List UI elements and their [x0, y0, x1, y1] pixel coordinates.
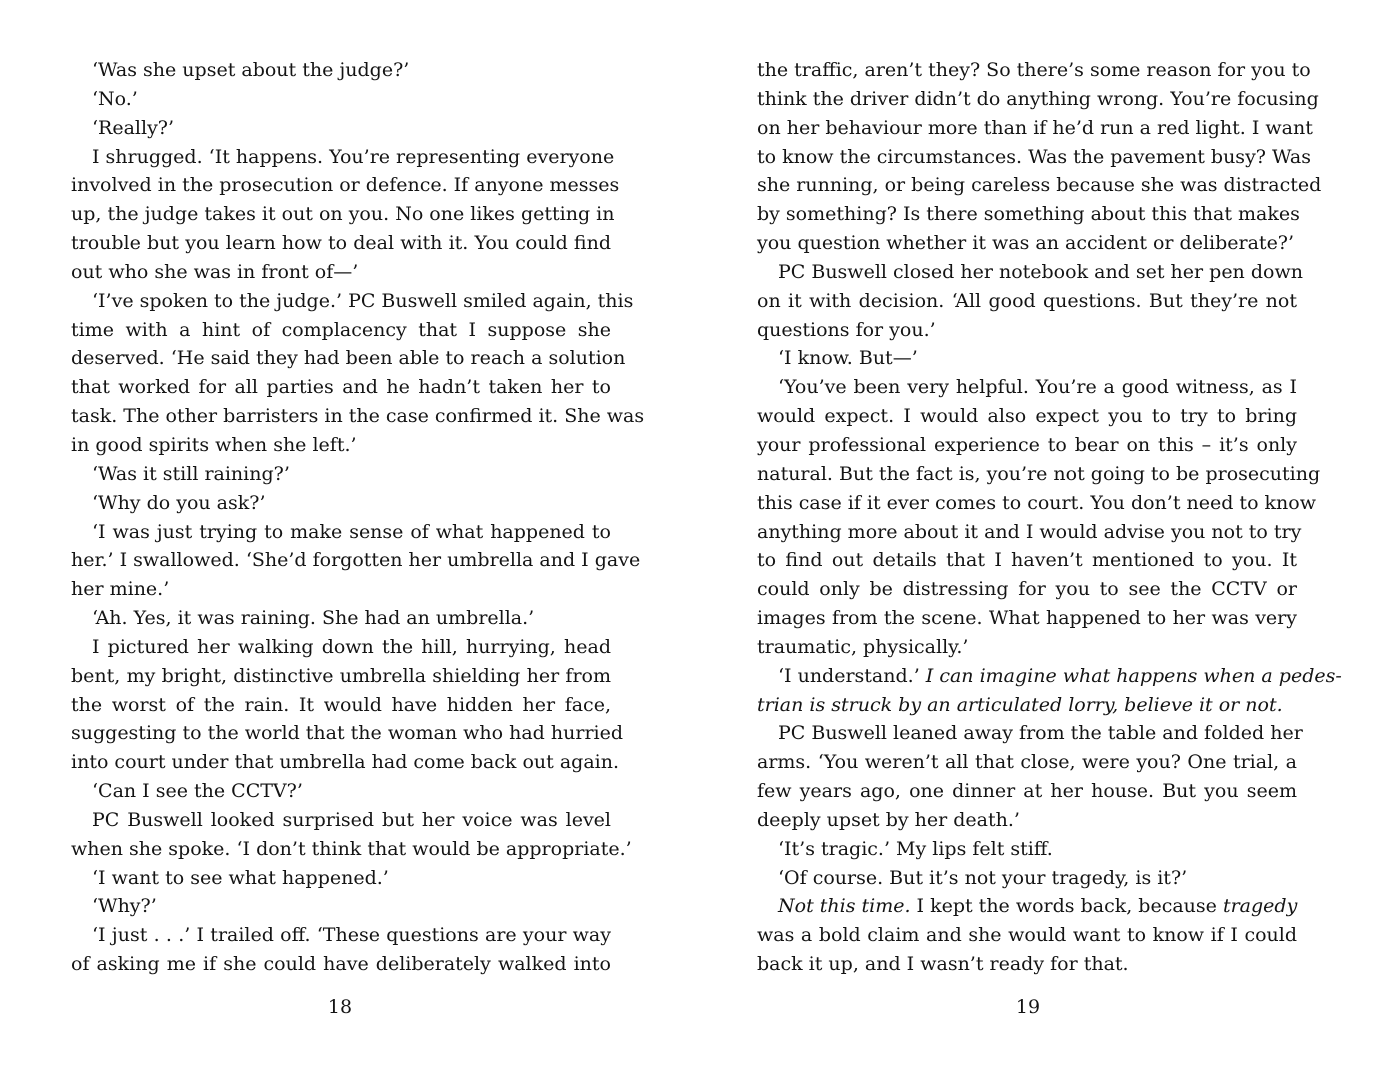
- text-segment: I kept the words back, because: [910, 895, 1223, 918]
- text-line: ‘I was just trying to make sense of what happened to: [92, 520, 611, 543]
- text-line: I pictured her walking down the hill, hurrying, head: [92, 635, 611, 658]
- text-line: ‘No.’: [92, 87, 138, 110]
- text-line: was a bold claim and she would want to know if I could: [757, 924, 1297, 947]
- text-line: by something? Is there something about this that makes: [757, 203, 1300, 226]
- text-line: PC Buswell leaned away from the table and folded her: [778, 722, 1303, 745]
- text-line: traumatic, physically.’: [757, 635, 969, 658]
- text-line: time with a hint of complacency that I suppose she: [71, 318, 611, 341]
- italic-segment: I can imagine what happens when a pedes-: [925, 664, 1342, 687]
- left-page-number: 18: [327, 996, 353, 1018]
- text-line: [757, 691, 1297, 720]
- right-page-number: 19: [1015, 996, 1041, 1018]
- text-line: ‘Why do you ask?’: [92, 491, 266, 514]
- text-line: ‘I want to see what happened.’: [92, 866, 389, 889]
- text-line: ‘Was it still raining?’: [92, 462, 290, 485]
- text-line: she running, or being careless because she was distracted: [757, 174, 1322, 197]
- text-line: [757, 662, 1342, 691]
- text-line: ‘I’ve spoken to the judge.’ PC Buswell smiled again, this: [92, 289, 634, 312]
- text-line: suggesting to the world that the woman who had hurried: [71, 722, 624, 745]
- text-line: on it with decision. ‘All good questions. But they’re not: [757, 289, 1297, 312]
- text-line: bent, my bright, distinctive umbrella shielding her from: [71, 664, 611, 687]
- text-line: ‘Was she upset about the judge?’: [92, 59, 410, 81]
- text-line: you question whether it was an accident or deliberate?’: [757, 232, 1295, 255]
- text-line: up, the judge takes it out on you. No one likes getting in: [71, 203, 615, 226]
- text-line: to know the circumstances. Was the pavement busy? Was: [757, 145, 1311, 168]
- text-line: of asking me if she could have deliberately walked into: [71, 953, 611, 976]
- left-page: [71, 56, 645, 979]
- text-line: ‘I just . . .’ I trailed off. ‘These questions are your way: [92, 924, 611, 947]
- text-line: her.’ I swallowed. ‘She’d forgotten her umbrella and I gave: [71, 549, 641, 572]
- text-line: on her behaviour more than if he’d run a red light. I want: [757, 116, 1313, 139]
- text-line: out who she was in front of—’: [71, 260, 359, 283]
- right-page: [757, 56, 1342, 979]
- text-line: involved in the prosecution or defence. If anyone messes: [71, 174, 620, 197]
- text-line: would expect. I would also expect you to try to bring: [757, 405, 1297, 428]
- text-line: deserved. ‘He said they had been able to reach a solution: [71, 347, 626, 370]
- text-line: arms. ‘You weren’t all that close, were you? One trial, a: [757, 751, 1297, 774]
- text-line: PC Buswell looked surprised but her voice was level: [92, 808, 611, 831]
- text-line: ‘Can I see the CCTV?’: [92, 780, 303, 803]
- text-line: ‘I know. But—’: [778, 347, 918, 370]
- text-line: to find out details that I haven’t mentioned to you. It: [757, 549, 1297, 572]
- text-line: deeply upset by her death.’: [757, 808, 1020, 831]
- text-line: ‘You’ve been very helpful. You’re a good witness, as I: [778, 376, 1297, 399]
- text-line: could only be distressing for you to see the CCTV or: [757, 578, 1297, 601]
- text-line: images from the scene. What happened to her was very: [757, 607, 1297, 630]
- text-line: ‘Really?’: [92, 116, 175, 139]
- text-line: PC Buswell closed her notebook and set her pen down: [778, 260, 1303, 283]
- text-line: questions for you.’: [757, 318, 936, 341]
- text-line: think the driver didn’t do anything wrong. You’re focusing: [757, 87, 1319, 110]
- text-line: I shrugged. ‘It happens. You’re representing everyone: [92, 145, 615, 168]
- text-line: in good spirits when she left.’: [71, 433, 357, 456]
- text-line: ‘Ah. Yes, it was raining. She had an umbrella.’: [92, 607, 535, 630]
- italic-segment: tragedy: [1222, 895, 1298, 918]
- text-line: few years ago, one dinner at her house. But you seem: [757, 780, 1297, 803]
- text-line: back it up, and I wasn’t ready for that.: [757, 953, 1129, 976]
- text-segment: ‘I understand.’: [778, 664, 926, 687]
- text-line: her mine.’: [71, 578, 170, 601]
- text-line: task. The other barristers in the case confirmed it. She was: [71, 405, 645, 428]
- italic-segment: Not this time.: [778, 895, 911, 918]
- text-line: when she spoke. ‘I don’t think that would be appropriate.’: [71, 837, 632, 860]
- text-line: trouble but you learn how to deal with it. You could find: [71, 232, 611, 255]
- text-line: the worst of the rain. It would have hidden her face,: [71, 693, 611, 716]
- text-line: anything more about it and I would advise you not to try: [757, 520, 1302, 543]
- text-line: this case if it ever comes to court. You don’t need to know: [757, 491, 1316, 514]
- text-line: natural. But the fact is, you’re not going to be prosecuting: [757, 462, 1321, 485]
- text-line: into court under that umbrella had come back out again.: [71, 751, 619, 774]
- text-line: ‘It’s tragic.’ My lips felt stiff.: [778, 837, 1053, 860]
- text-line: [757, 892, 1297, 921]
- text-line: that worked for all parties and he hadn’t taken her to: [71, 376, 611, 399]
- text-line: the traffic, aren’t they? So there’s some reason for you to: [757, 59, 1311, 81]
- text-line: your professional experience to bear on this – it’s only: [757, 433, 1297, 456]
- right-page-text: [757, 56, 1342, 979]
- text-line: ‘Why?’: [92, 895, 157, 918]
- left-page-text: [71, 56, 645, 979]
- text-line: ‘Of course. But it’s not your tragedy, is it?’: [778, 866, 1188, 889]
- italic-segment: trian is struck by an articulated lorry, believe it or not.: [757, 693, 1283, 716]
